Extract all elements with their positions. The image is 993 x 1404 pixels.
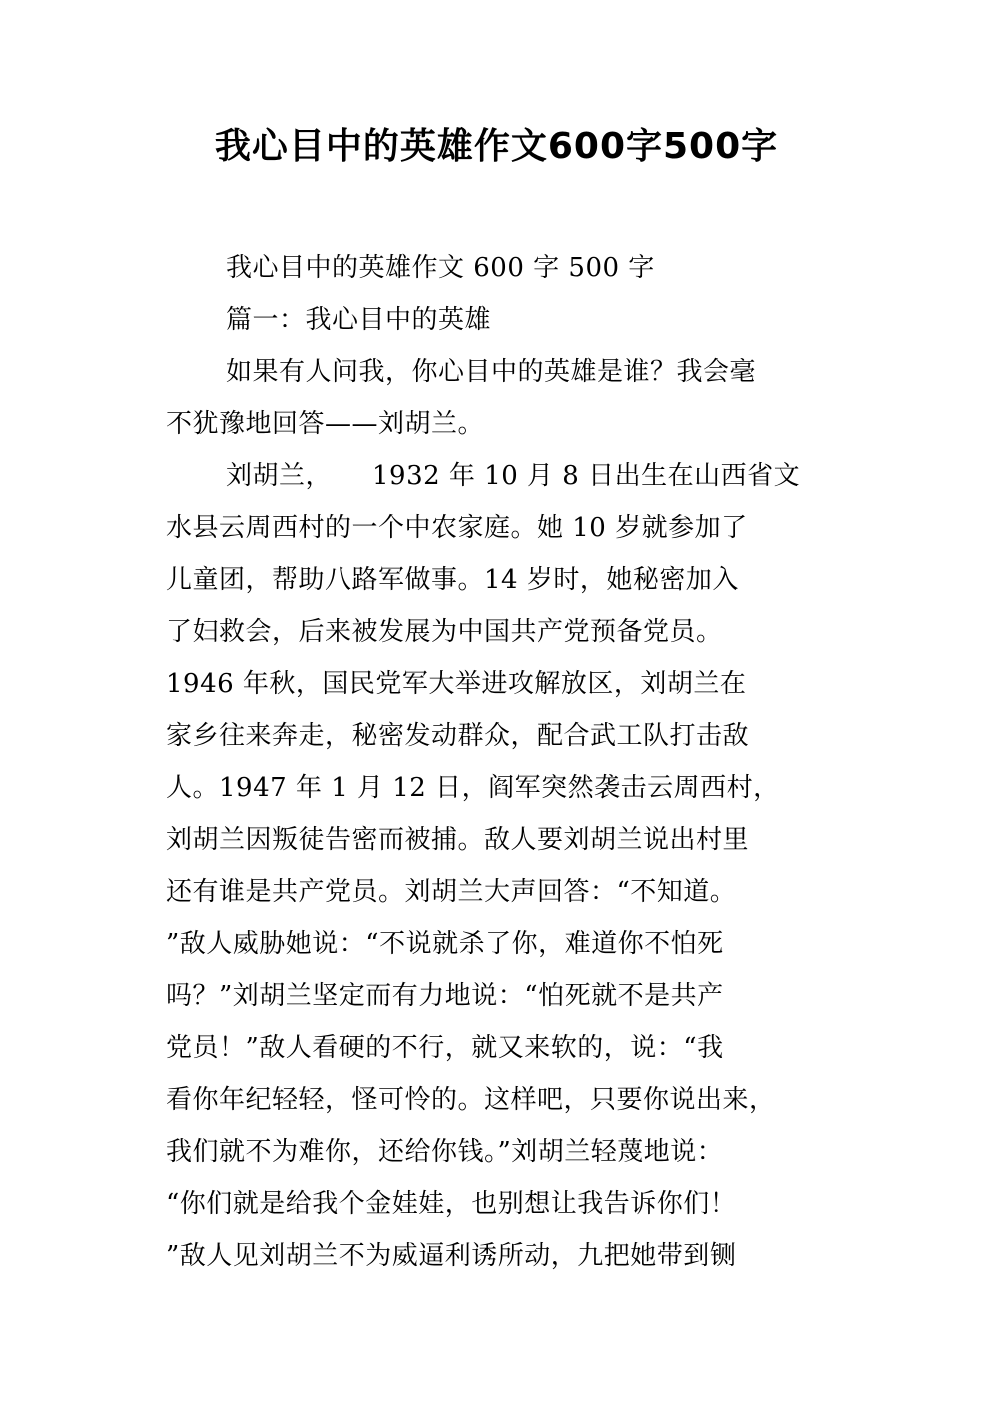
body-line: 水县云周西村的一个中农家庭。她 10 岁就参加了 (166, 513, 748, 543)
body-line: ”敌人威胁她说：“不说就杀了你，难道你不怕死 (166, 929, 724, 959)
body-line: 了妇救会，后来被发展为中国共产党预备党员。 (166, 617, 723, 647)
section-heading: 篇一：我心目中的英雄 (226, 305, 492, 335)
body-line: 人。1947 年 1 月 12 日，阎军突然袭击云周西村， (166, 773, 780, 803)
body-line: 儿童团，帮助八路军做事。14 岁时，她秘密加入 (166, 565, 739, 595)
body-line: 看你年纪轻轻，怪可怜的。这样吧，只要你说出来， (166, 1085, 776, 1115)
body-line: “你们就是给我个金娃娃，也别想让我告诉你们！ (166, 1189, 737, 1219)
document-title: 我心目中的英雄作文600字500字 (214, 126, 779, 167)
subtitle-line: 我心目中的英雄作文 600 字 500 字 (226, 253, 655, 283)
body-line: 如果有人问我，你心目中的英雄是谁？我会毫 (226, 357, 757, 387)
body-line: 我们就不为难你，还给你钱。”刘胡兰轻蔑地说： (166, 1137, 724, 1167)
body-line: 还有谁是共产党员。刘胡兰大声回答：“不知道。 (166, 877, 737, 907)
body-line: 刘胡兰， 1932 年 10 月 8 日出生在山西省文 (226, 461, 801, 491)
body-line: 吗？”刘胡兰坚定而有力地说：“怕死就不是共产 (166, 981, 724, 1011)
body-line: ”敌人见刘胡兰不为威逼利诱所动，九把她带到铡 (166, 1241, 737, 1271)
body-line: 家乡往来奔走，秘密发动群众，配合武工队打击敌 (166, 721, 750, 751)
body-line: 1946 年秋，国民党军大举进攻解放区，刘胡兰在 (166, 669, 747, 699)
body-line: 党员！”敌人看硬的不行，就又来软的，说：“我 (166, 1033, 724, 1063)
body-line: 不犹豫地回答——刘胡兰。 (166, 409, 485, 439)
body-line: 刘胡兰因叛徒告密而被捕。敌人要刘胡兰说出村里 (166, 825, 750, 855)
